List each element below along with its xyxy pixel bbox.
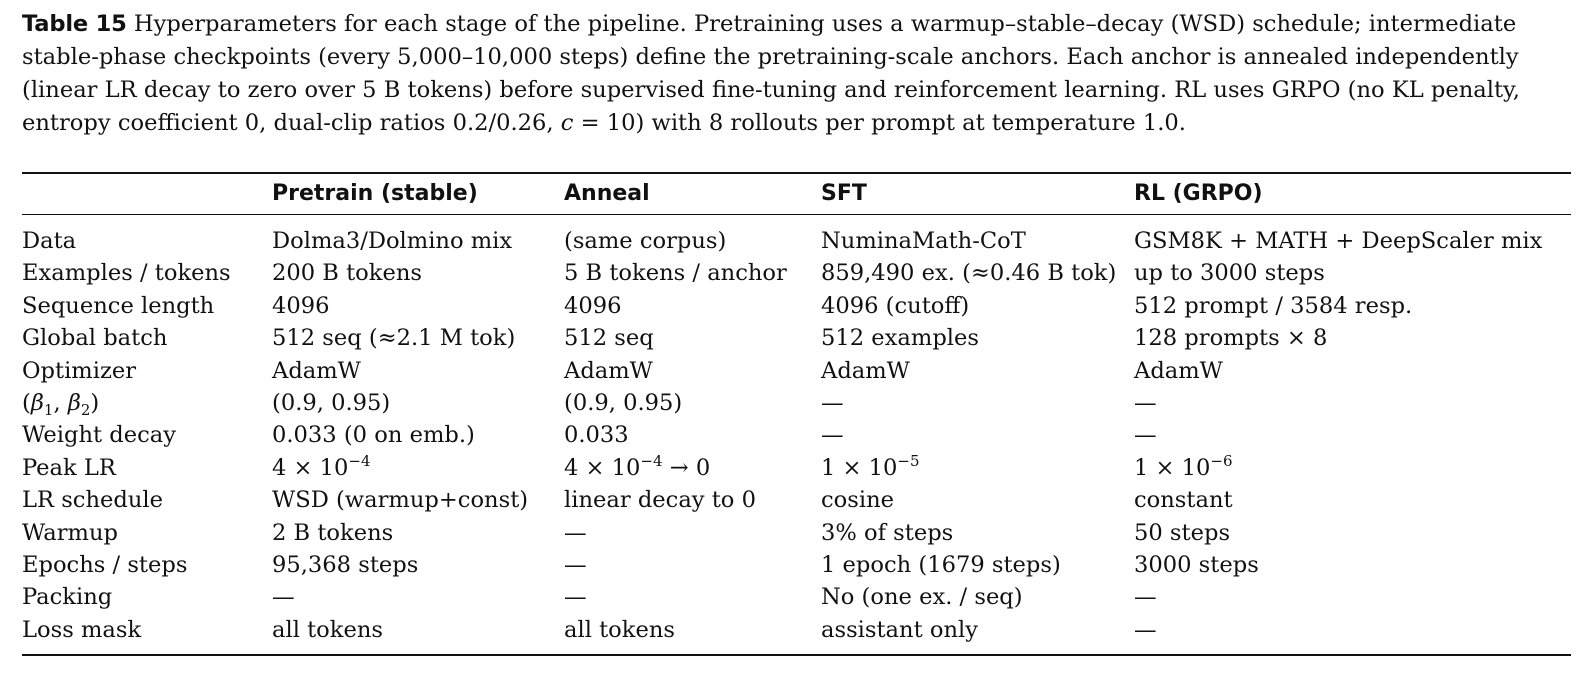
row-label-epochs: Epochs / steps bbox=[22, 551, 188, 578]
cell-warmup-rl: 50 steps bbox=[1134, 519, 1231, 546]
caption-label: Table 15 bbox=[22, 11, 127, 37]
cell-packing-pretrain: — bbox=[272, 584, 295, 611]
cell-batch-anneal: 512 seq bbox=[564, 325, 654, 352]
row-label-loss-mask: Loss mask bbox=[22, 616, 142, 643]
cell-wd-sft: — bbox=[821, 422, 844, 449]
row-label-weight-decay: Weight decay bbox=[22, 422, 176, 449]
cell-packing-sft: No (one ex. / seq) bbox=[821, 584, 1023, 611]
cell-examples-anneal: 5 B tokens / anchor bbox=[564, 260, 787, 287]
table-body bbox=[0, 225, 1594, 646]
cell-packing-rl: — bbox=[1134, 584, 1157, 611]
table-bottom-rule bbox=[22, 654, 1571, 656]
table-caption bbox=[22, 8, 1562, 140]
cell-data-anneal: (same corpus) bbox=[564, 228, 727, 254]
cell-betas-rl: — bbox=[1134, 389, 1157, 416]
row-label-betas: ($\beta_1$, $\beta_2$) bbox=[22, 389, 100, 419]
table-row bbox=[0, 290, 1594, 322]
table-row bbox=[0, 387, 1594, 419]
cell-warmup-pretrain: 2 B tokens bbox=[272, 519, 394, 546]
cell-examples-sft: 859,490 ex. (≈0.46 B tok) bbox=[821, 260, 1117, 287]
caption-text-end: = 10) with 8 rollouts per prompt at temperature 1.0. bbox=[573, 110, 1186, 136]
table-row bbox=[0, 257, 1594, 289]
cell-seqlen-pretrain: 4096 bbox=[272, 292, 330, 319]
row-label-optimizer: Optimizer bbox=[22, 357, 137, 384]
cell-lr-pretrain: $4 \times 10^{-4}$ bbox=[272, 451, 371, 481]
cell-mask-pretrain: all tokens bbox=[272, 616, 383, 643]
cell-optimizer-anneal: AdamW bbox=[564, 357, 653, 384]
cell-warmup-sft: 3% of steps bbox=[821, 519, 954, 546]
table-row bbox=[0, 614, 1594, 646]
cell-batch-sft: 512 examples bbox=[821, 325, 979, 352]
cell-packing-anneal: — bbox=[564, 584, 587, 611]
cell-optimizer-pretrain: AdamW bbox=[272, 357, 361, 384]
table-header-rule bbox=[22, 214, 1571, 215]
table-row bbox=[0, 322, 1594, 354]
row-label-peak-lr: Peak LR bbox=[22, 454, 116, 481]
cell-wd-pretrain: 0.033 (0 on emb.) bbox=[272, 422, 475, 449]
cell-warmup-anneal: — bbox=[564, 519, 587, 546]
cell-betas-anneal: (0.9, 0.95) bbox=[564, 389, 683, 416]
cell-lr-rl: $1 \times 10^{-6}$ bbox=[1134, 451, 1233, 481]
cell-mask-sft: assistant only bbox=[821, 616, 978, 643]
cell-sched-pretrain: WSD (warmup+const) bbox=[272, 487, 529, 514]
cell-examples-rl: up to 3000 steps bbox=[1134, 260, 1325, 287]
cell-seqlen-rl: 512 prompt / 3584 resp. bbox=[1134, 292, 1413, 319]
cell-data-sft: NuminaMath-CoT bbox=[821, 228, 1026, 254]
table-row bbox=[0, 549, 1594, 581]
table-row bbox=[0, 225, 1594, 257]
cell-lr-anneal: $4 \times 10^{-4} \to 0$ bbox=[564, 451, 711, 481]
cell-sched-rl: constant bbox=[1134, 487, 1233, 514]
cell-batch-rl: 128 prompts × 8 bbox=[1134, 325, 1328, 352]
cell-mask-anneal: all tokens bbox=[564, 616, 675, 643]
cell-examples-pretrain: 200 B tokens bbox=[272, 260, 422, 287]
table-row bbox=[0, 484, 1594, 516]
cell-epochs-pretrain: 95,368 steps bbox=[272, 551, 419, 578]
header-sft: SFT bbox=[821, 181, 867, 206]
table-top-rule bbox=[22, 172, 1571, 174]
table-row bbox=[0, 355, 1594, 387]
header-rl: RL (GRPO) bbox=[1134, 181, 1263, 206]
row-label-lr-schedule: LR schedule bbox=[22, 487, 163, 514]
row-label-packing: Packing bbox=[22, 584, 113, 611]
row-label-examples: Examples / tokens bbox=[22, 260, 231, 287]
cell-mask-rl: — bbox=[1134, 616, 1157, 643]
cell-data-pretrain: Dolma3/Dolmino mix bbox=[272, 228, 513, 254]
cell-wd-anneal: 0.033 bbox=[564, 422, 629, 449]
cell-sched-sft: cosine bbox=[821, 487, 894, 514]
row-label-global-batch: Global batch bbox=[22, 325, 168, 352]
row-label-data: Data bbox=[22, 228, 77, 254]
row-label-warmup: Warmup bbox=[22, 519, 118, 546]
header-anneal: Anneal bbox=[564, 181, 650, 206]
table-row bbox=[0, 517, 1594, 549]
cell-batch-pretrain: 512 seq (≈2.1 M tok) bbox=[272, 325, 516, 352]
cell-sched-anneal: linear decay to 0 bbox=[564, 487, 756, 514]
header-pretrain: Pretrain (stable) bbox=[272, 181, 478, 206]
caption-c-variable: c bbox=[560, 110, 574, 136]
cell-epochs-anneal: — bbox=[564, 551, 587, 578]
cell-epochs-sft: 1 epoch (1679 steps) bbox=[821, 551, 1061, 578]
table-row bbox=[0, 419, 1594, 451]
cell-betas-pretrain: (0.9, 0.95) bbox=[272, 389, 391, 416]
cell-lr-sft: $1 \times 10^{-5}$ bbox=[821, 451, 920, 481]
cell-wd-rl: — bbox=[1134, 422, 1157, 449]
table-row bbox=[0, 452, 1594, 484]
cell-betas-sft: — bbox=[821, 389, 844, 416]
cell-seqlen-anneal: 4096 bbox=[564, 292, 622, 319]
cell-epochs-rl: 3000 steps bbox=[1134, 551, 1259, 578]
cell-optimizer-sft: AdamW bbox=[821, 357, 910, 384]
cell-seqlen-sft: 4096 (cutoff) bbox=[821, 292, 970, 319]
table-row bbox=[0, 581, 1594, 613]
cell-data-rl: GSM8K + MATH + DeepScaler mix bbox=[1134, 228, 1543, 254]
row-label-sequence-length: Sequence length bbox=[22, 292, 215, 319]
caption-text: Hyperparameters for each stage of the pipeline. Pretraining uses a warmup–stable–decay (WSD) schedule; intermediate stable-phase checkpoints (every 5,000–10,000 steps) define the pretraining-scale anchors. Each anchor is annealed independently (linear LR decay to zero over 5 B tokens) before supervised fine-tuning and reinforcement learning. RL uses GRPO (no KL penalty, entropy coefficient 0, dual-clip ratios 0.2/0.26, bbox=[22, 11, 1520, 136]
cell-optimizer-rl: AdamW bbox=[1134, 357, 1223, 384]
